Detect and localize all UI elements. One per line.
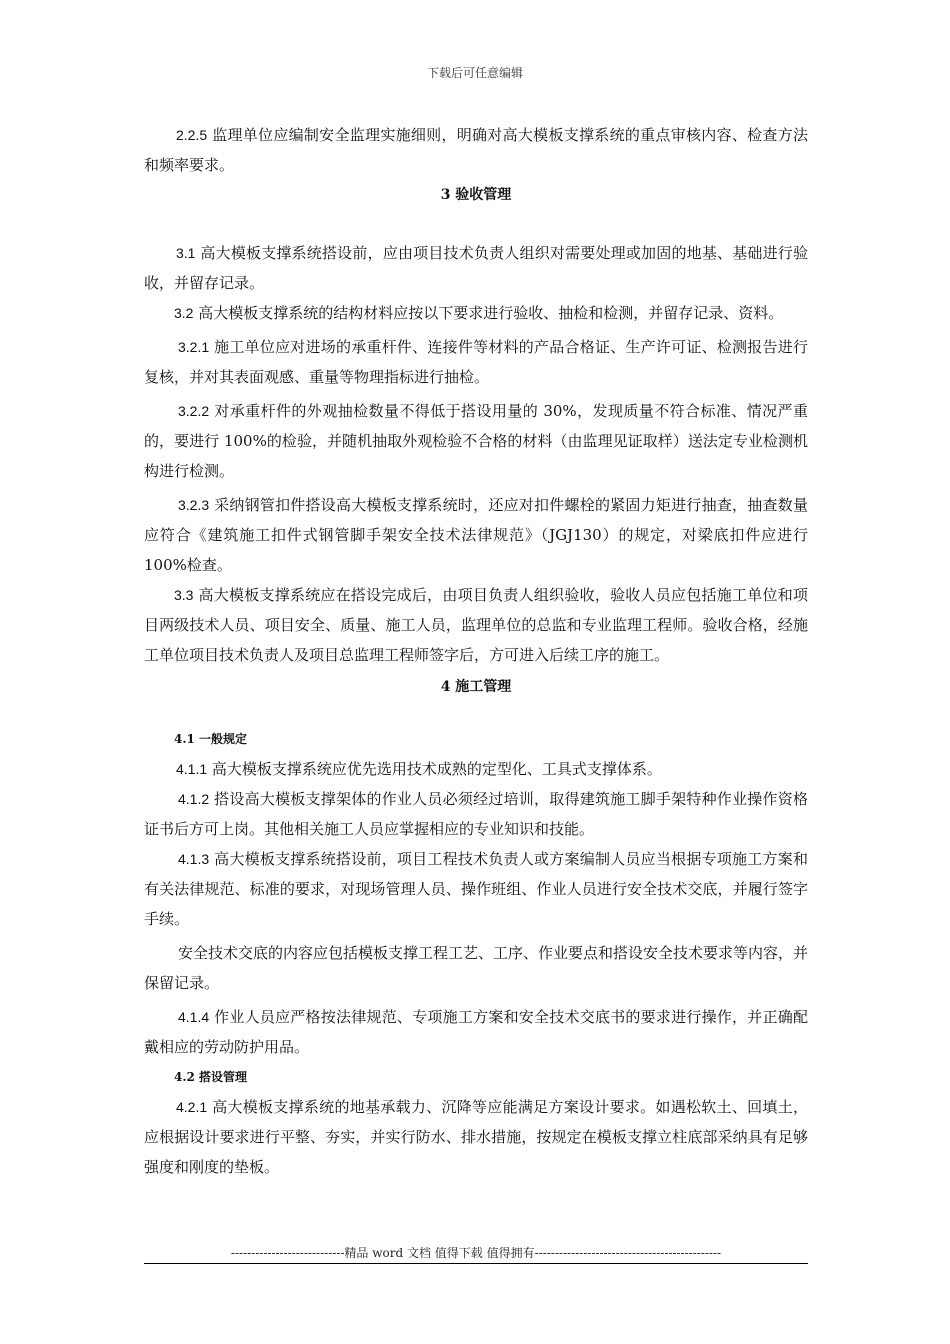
clause-text: 作业人员应严格按法律规范、专项施工方案和安全技术交底书的要求进行操作，并正确配戴相应的劳动防护用品。 xyxy=(144,1008,808,1056)
paragraph-3-3 xyxy=(144,580,808,670)
footer-divider xyxy=(144,1263,808,1264)
subsection-heading-4-1: 4.1 一般规定 xyxy=(174,732,248,746)
clause-number: 4.1.3 xyxy=(178,851,210,867)
paragraph-4-1-3-note: 安全技术交底的内容应包括模板支撑工程工艺、工序、作业要点和搭设安全技术要求等内容，并保留记录。 xyxy=(144,944,809,992)
paragraph-4-1-3 xyxy=(144,844,808,934)
section-heading-3: 3 验收管理 xyxy=(440,187,512,203)
paragraph-3-2-1 xyxy=(144,332,808,392)
clause-text: 搭设高大模板支撑架体的作业人员必须经过培训，取得建筑施工脚手架特种作业操作资格证书后方可上岗。其他相关施工人员应掌握相应的专业知识和技能。 xyxy=(144,790,808,838)
paragraph-3-1 xyxy=(144,238,808,298)
clause-number: 4.1.2 xyxy=(178,791,210,807)
clause-number: 3.1 xyxy=(176,245,196,261)
paragraph-4-1-1 xyxy=(144,754,808,784)
clause-text: 高大模板支撑系统搭设前，项目工程技术负责人或方案编制人员应当根据专项施工方案和有关法律规范、标准的要求，对现场管理人员、操作班组、作业人员进行安全技术交底，并履行签字手续。 xyxy=(144,850,808,928)
clause-text: 高大模板支撑系统搭设前，应由项目技术负责人组织对需要处理或加固的地基、基础进行验收，并留存记录。 xyxy=(144,244,808,292)
clause-number: 3.2.3 xyxy=(178,497,210,513)
clause-text: 高大模板支撑系统的结构材料应按以下要求进行验收、抽检和检测，并留存记录、资料。 xyxy=(193,304,784,322)
clause-number: 4.1.1 xyxy=(176,761,208,777)
clause-text: 高大模板支撑系统应优先选用技术成熟的定型化、工具式支撑体系。 xyxy=(207,760,662,778)
clause-number: 3.3 xyxy=(174,587,194,603)
clause-number: 4.2.1 xyxy=(176,1099,208,1115)
page-footer: ----------------------------精品 word 文档 值得下载 值得拥有---------------------------------------------- xyxy=(230,1246,722,1260)
paragraph-2-2-5 xyxy=(144,120,808,180)
clause-number: 3.2.2 xyxy=(178,403,210,419)
section-heading-4: 4 施工管理 xyxy=(440,679,512,695)
clause-text: 对承重杆件的外观抽检数量不得低于搭设用量的 30%，发现质量不符合标准、情况严重的，要进行 100%的检验，并随机抽取外观检验不合格的材料（由监理见证取样）送法定专业检测机构进行检测。 xyxy=(144,402,808,480)
paragraph-4-2-1 xyxy=(144,1092,808,1182)
paragraph-4-1-2 xyxy=(144,784,808,844)
clause-text: 采纳钢管扣件搭设高大模板支撑系统时，还应对扣件螺栓的紧固力矩进行抽查，抽查数量应符合《建筑施工扣件式钢管脚手架安全技术法律规范》（JGJ130）的规定，对梁底扣件应进行 100%检查。 xyxy=(144,496,808,574)
clause-number: 3.2.1 xyxy=(178,339,210,355)
page-header: 下载后可任意编辑 xyxy=(426,66,523,80)
document-body xyxy=(144,120,808,1182)
clause-number: 3.2 xyxy=(174,305,194,321)
paragraph-4-1-4 xyxy=(144,1002,808,1062)
paragraph-3-2-2 xyxy=(144,396,808,486)
clause-text: 施工单位应对进场的承重杆件、连接件等材料的产品合格证、生产许可证、检测报告进行复核，并对其表面观感、重量等物理指标进行抽检。 xyxy=(144,338,808,386)
paragraph-3-2-3 xyxy=(144,490,808,580)
paragraph-3-2 xyxy=(144,298,808,328)
clause-text: 高大模板支撑系统应在搭设完成后，由项目负责人组织验收，验收人员应包括施工单位和项目两级技术人员、项目安全、质量、施工人员，监理单位的总监和专业监理工程师。验收合格，经施工单位项目技术负责人及项目总监理工程师签字后，方可进入后续工序的施工。 xyxy=(144,586,808,664)
clause-text: 监理单位应编制安全监理实施细则，明确对高大模板支撑系统的重点审核内容、检查方法和频率要求。 xyxy=(144,126,808,174)
clause-number: 2.2.5 xyxy=(176,127,208,143)
clause-text: 高大模板支撑系统的地基承载力、沉降等应能满足方案设计要求。如遇松软土、回填土，应根据设计要求进行平整、夯实，并实行防水、排水措施，按规定在模板支撑立柱底部采纳具有足够强度和刚度的垫板。 xyxy=(144,1098,808,1176)
clause-number: 4.1.4 xyxy=(178,1009,210,1025)
subsection-heading-4-2: 4.2 搭设管理 xyxy=(174,1070,248,1084)
